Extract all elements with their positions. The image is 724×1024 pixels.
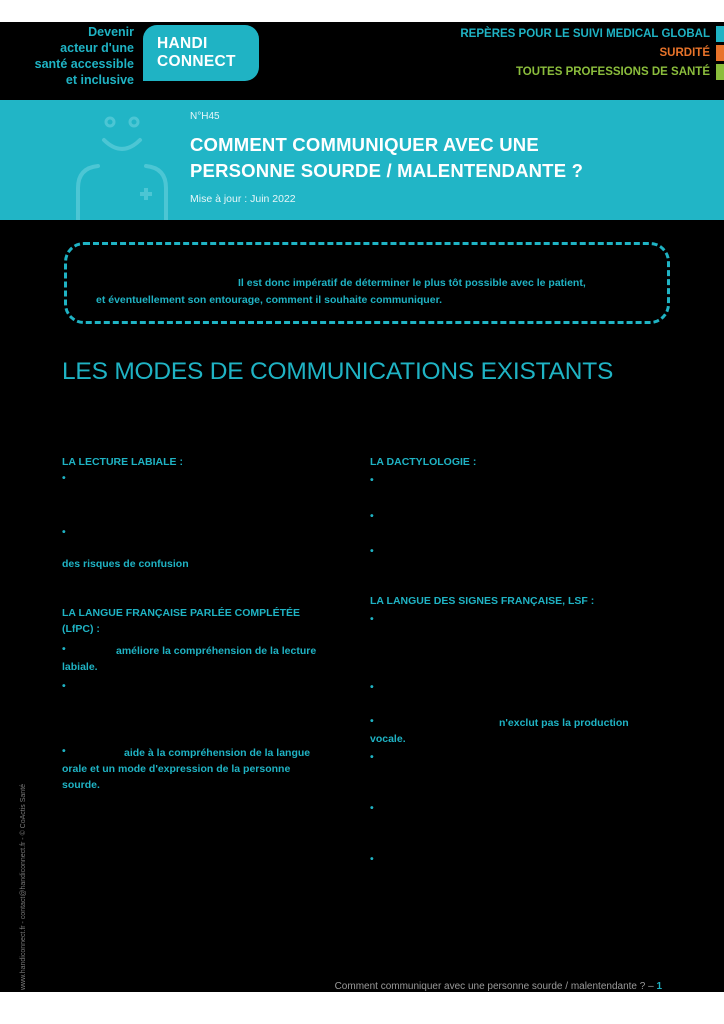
intro-line: et éventuellement son entourage, comment il souhaite communiquer. bbox=[96, 294, 442, 306]
bullet: • bbox=[62, 472, 66, 484]
lfpc-text: orale et un mode d'expression de la personne bbox=[62, 763, 291, 775]
teal-bar bbox=[716, 26, 724, 42]
orange-bar bbox=[716, 45, 724, 61]
bullet: • bbox=[62, 680, 66, 692]
lsf-text: vocale. bbox=[370, 733, 406, 745]
bullet: • bbox=[370, 751, 374, 763]
tagline-line: santé accessible bbox=[34, 57, 134, 71]
bullet: • bbox=[62, 643, 66, 655]
lfpc-text: aide à la compréhension de la langue bbox=[124, 747, 311, 759]
green-bar bbox=[716, 64, 724, 80]
lfpc-heading-line: (LfPC) : bbox=[62, 623, 100, 635]
bullet: • bbox=[370, 545, 374, 557]
bullet: • bbox=[62, 745, 66, 757]
tag-global: REPÈRES POUR LE SUIVI MEDICAL GLOBAL bbox=[460, 28, 710, 40]
lfpc-heading-line: LA LANGUE FRANÇAISE PARLÉE COMPLÉTÉE bbox=[62, 607, 301, 619]
update-date: Mise à jour : Juin 2022 bbox=[190, 193, 296, 205]
bullet: • bbox=[370, 474, 374, 486]
title-line: PERSONNE SOURDE / MALENTENDANTE ? bbox=[190, 160, 584, 181]
lsf-text: n'exclut pas la production bbox=[499, 717, 629, 729]
lfpc-text: améliore la compréhension de la lecture bbox=[116, 645, 317, 657]
bullet: • bbox=[370, 853, 374, 865]
bullet: • bbox=[370, 802, 374, 814]
lfpc-text: sourde. bbox=[62, 779, 100, 791]
page-title bbox=[190, 132, 690, 184]
lfpc-heading bbox=[62, 605, 300, 637]
labiale-text: des risques de confusion bbox=[62, 558, 189, 570]
lsf-heading: LA LANGUE DES SIGNES FRANÇAISE, LSF : bbox=[370, 595, 595, 607]
tagline-line: Devenir bbox=[88, 25, 134, 39]
page-footer bbox=[335, 981, 662, 992]
tagline-line: et inclusive bbox=[65, 73, 134, 87]
logo-line: CONNECT bbox=[157, 53, 236, 70]
health-professional-icon bbox=[72, 110, 172, 220]
side-credits: www.handiconnect.fr - contact@handiconnect.fr - © CoActis Santé bbox=[20, 783, 27, 990]
document-ref: N°H45 bbox=[190, 111, 220, 122]
dactylologie-heading: LA DACTYLOLOGIE : bbox=[370, 456, 477, 468]
title-line: COMMENT COMMUNIQUER AVEC UNE bbox=[190, 134, 539, 155]
logo-line: HANDI bbox=[157, 35, 208, 52]
section-title: LES MODES DE COMMUNICATIONS EXISTANTS bbox=[62, 358, 614, 385]
tag-audience: TOUTES PROFESSIONS DE SANTÉ bbox=[515, 66, 710, 78]
bullet: • bbox=[370, 715, 374, 727]
labiale-heading: LA LECTURE LABIALE : bbox=[62, 456, 183, 468]
bullet: • bbox=[370, 681, 374, 693]
tagline-line: acteur d'une bbox=[60, 41, 134, 55]
tag-topic: SURDITÉ bbox=[659, 47, 710, 59]
bullet: • bbox=[370, 613, 374, 625]
header-tags bbox=[460, 25, 710, 82]
footer-text: Comment communiquer avec une personne sourde / malentendante ? – bbox=[334, 981, 657, 992]
tagline bbox=[20, 24, 134, 88]
handiconnect-logo bbox=[143, 25, 259, 81]
bullet: • bbox=[62, 526, 66, 538]
page-number: 1 bbox=[656, 981, 662, 992]
lfpc-text: labiale. bbox=[62, 661, 98, 673]
title-band bbox=[0, 100, 724, 220]
intro-text bbox=[96, 275, 656, 309]
intro-line: Il est donc impératif de déterminer le plus tôt possible avec le patient, bbox=[238, 277, 586, 289]
bullet: • bbox=[370, 510, 374, 522]
